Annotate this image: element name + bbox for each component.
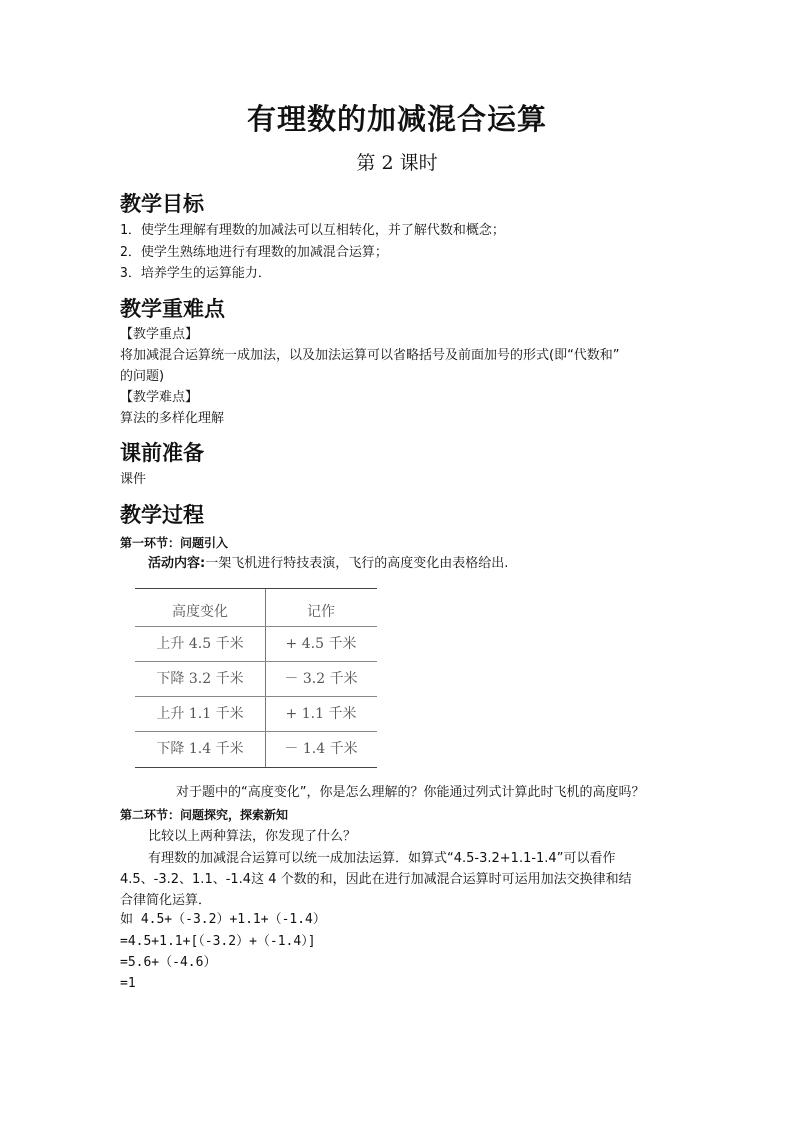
activity-line: [148, 555, 508, 573]
calc-step: =1: [120, 976, 136, 991]
key-point-text-cont: 的问题): [120, 369, 165, 384]
activity-label: 活动内容:: [148, 556, 206, 571]
height-change-cell: 下降 1.4 千米: [156, 741, 244, 757]
table-row: [135, 697, 377, 731]
table-header-row: [135, 595, 377, 629]
table-row: [135, 732, 377, 766]
calc-step: =5.6+（-4.6）: [120, 955, 217, 970]
prep-text: 课件: [120, 472, 147, 487]
activity-text: 一架飞机进行特技表演，飞行的高度变化由表格给出.: [205, 556, 509, 571]
notation-cell: + 1.1 千米: [285, 706, 357, 722]
table-row: [135, 662, 377, 696]
objective-item: 2．使学生熟练地进行有理数的加减混合运算；: [120, 245, 388, 260]
explanation-line: 合律简化运算．: [120, 893, 212, 908]
table-row: [135, 627, 377, 661]
document-title: 有理数的加减混合运算: [246, 102, 547, 136]
step1-label: 第一环节：问题引入: [120, 536, 229, 550]
height-change-cell: 上升 1.1 千米: [156, 706, 244, 722]
header-height-change: 高度变化: [172, 604, 228, 620]
objective-item: 1．使学生理解有理数的加减法可以互相转化，并了解代数和概念；: [120, 223, 505, 238]
objectives-heading: 教学目标: [120, 192, 204, 216]
height-question: 对于题中的“高度变化”，你是怎么理解的？你能通过列式计算此时飞机的高度吗？: [176, 785, 645, 800]
calc-step: =4.5+1.1+[（-3.2）+（-1.4）]: [120, 934, 316, 949]
explanation-line: 4.5、-3.2、1.1、-1.4这 4 个数的和，因此在进行加减混合运算时可运用加法交换律和结: [120, 872, 632, 887]
calc-step: 如 4.5+（-3.2）+1.1+（-1.4）: [120, 912, 326, 927]
explanation-line: 有理数的加减混合运算可以统一成加法运算．如算式“4.5-3.2+1.1-1.4”可以看作: [148, 851, 616, 866]
height-change-cell: 上升 4.5 千米: [156, 636, 244, 652]
process-heading: 教学过程: [120, 503, 204, 527]
difficulty-text: 算法的多样化理解: [120, 411, 225, 426]
difficulty-label: 【教学难点】: [120, 390, 199, 405]
header-notation: 记作: [307, 604, 335, 620]
objective-item: 3．培养学生的运算能力．: [120, 266, 271, 281]
height-change-table: [135, 588, 377, 768]
key-point-text: 将加减混合运算统一成加法，以及加法运算可以省略括号及前面加号的形式(即“代数和”: [120, 348, 620, 363]
lesson-subtitle: 第 2 课时: [356, 152, 438, 174]
notation-cell: － 3.2 千米: [284, 671, 358, 687]
prep-heading: 课前准备: [120, 441, 204, 465]
notation-cell: － 1.4 千米: [284, 741, 358, 757]
compare-question: 比较以上两种算法，你发现了什么？: [148, 829, 357, 844]
key-points-heading: 教学重难点: [120, 297, 225, 321]
height-change-cell: 下降 3.2 千米: [156, 671, 244, 687]
step2-label: 第二环节：问题探究，探索新知: [120, 808, 289, 822]
key-point-label: 【教学重点】: [120, 327, 199, 342]
notation-cell: + 4.5 千米: [285, 636, 357, 652]
